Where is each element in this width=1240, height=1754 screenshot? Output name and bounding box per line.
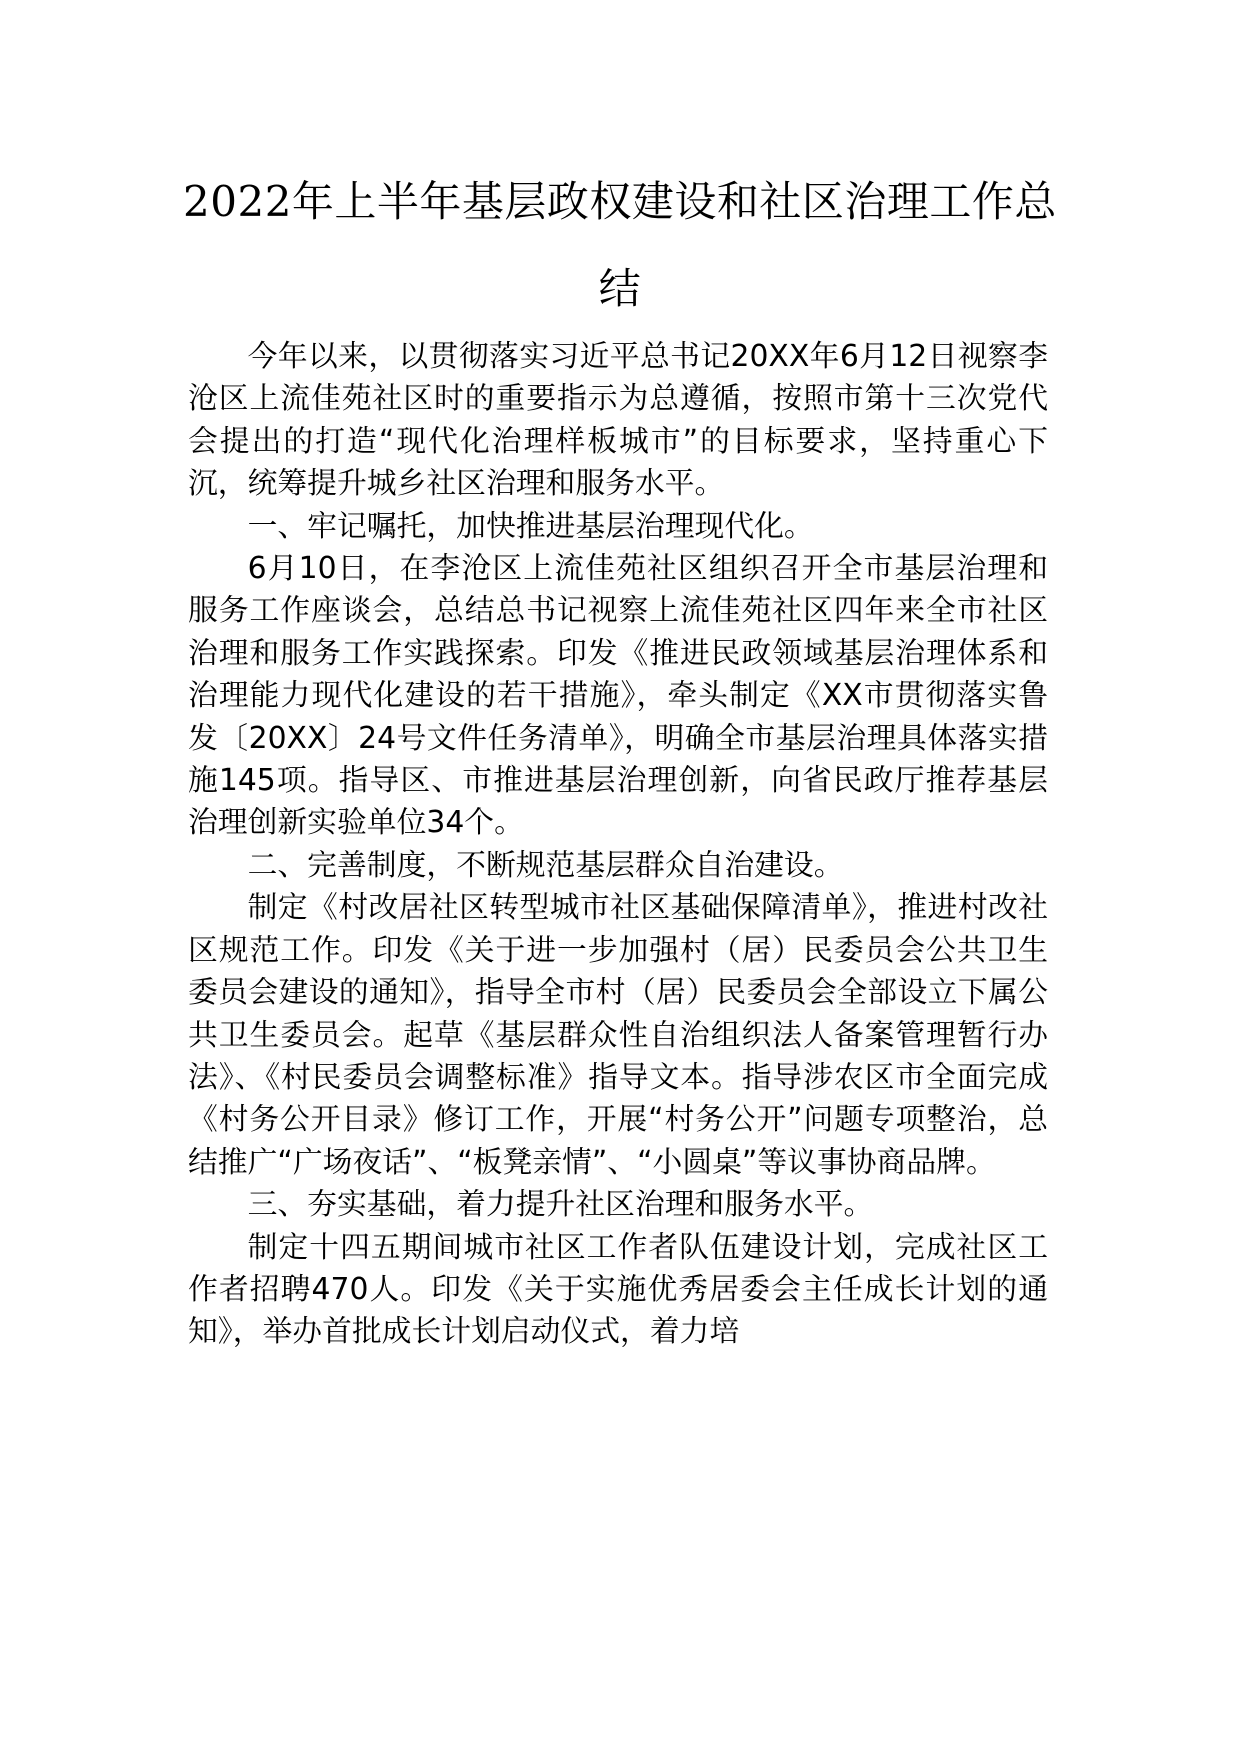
document-title: 2022年上半年基层政权建设和社区治理工作总结 [183, 177, 1057, 313]
document-body [188, 336, 1048, 1354]
section-2-paragraph: 制定《村改居社区转型城市社区基础保障清单》，推进村改社区规范工作。印发《关于进一步加强村（居）民委员会公共卫生委员会建设的通知》，指导全市村（居）民委员会全部设立下属公共卫生委员会。起草《基层群众性自治组织法人备案管理暂行办法》、《村民委员会调整标准》指导文本。指导涉农区市全面完成《村务公开目录》修订工作，开展“村务公开”问题专项整治，总结推广“广场夜话”、“板凳亲情”、“小圆桌”等议事协商品牌。 [188, 890, 1048, 1180]
section-heading-1: 一、牢记嘱托，加快推进基层治理现代化。 [247, 508, 814, 544]
section-3-paragraph: 制定十四五期间城市社区工作者队伍建设计划，完成社区工作者招聘470人。印发《关于实施优秀居委会主任成长计划的通知》，举办首批成长计划启动仪式，着力培 [188, 1229, 1048, 1350]
intro-paragraph: 今年以来，以贯彻落实习近平总书记20XX年6月12日视察李沧区上流佳苑社区时的重要指示为总遵循，按照市第十三次党代会提出的打造“现代化治理样板城市”的目标要求，坚持重心下沉，统筹提升城乡社区治理和服务水平。 [188, 339, 1048, 502]
section-heading-2: 二、完善制度，不断规范基层群众自治建设。 [247, 847, 844, 883]
section-heading-3: 三、夯实基础，着力提升社区治理和服务水平。 [247, 1187, 874, 1223]
section-1-paragraph: 6月10日，在李沧区上流佳苑社区组织召开全市基层治理和服务工作座谈会，总结总书记视察上流佳苑社区四年来全市社区治理和服务工作实践探索。印发《推进民政领域基层治理体系和治理能力现代化建设的若干措施》，牵头制定《XX市贯彻落实鲁发〔20XX〕24号文件任务清单》，明确全市基层治理具体落实措施145项。指导区、市推进基层治理创新，向省民政厅推荐基层治理创新实验单位34个。 [188, 551, 1048, 841]
